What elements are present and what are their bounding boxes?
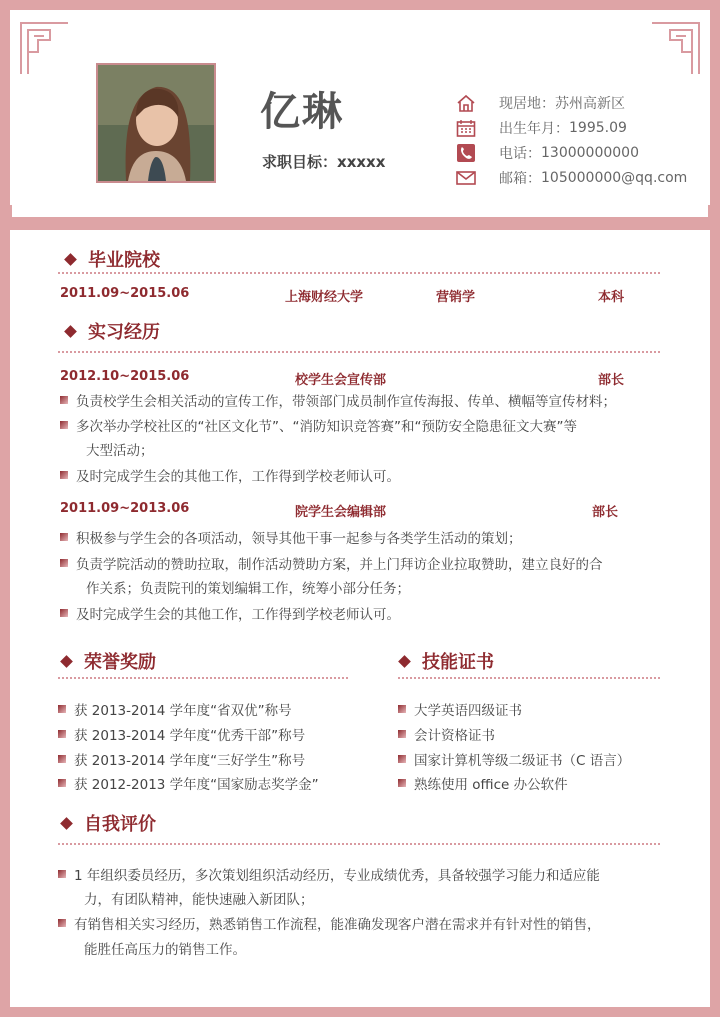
contact-value: 苏州高新区 [555, 96, 625, 112]
candidate-name: 亿琳 [260, 89, 344, 135]
item-text: 熟练使用 office 办公软件 [414, 777, 568, 793]
bullet-icon [60, 559, 68, 567]
bullet-icon [60, 533, 68, 541]
contact-label: 邮箱： [499, 171, 541, 187]
job-objective [262, 151, 385, 172]
list-item [58, 913, 601, 937]
profile-photo [96, 63, 216, 183]
list-item [60, 465, 400, 489]
honor-item [58, 749, 305, 773]
item-text: 有销售相关实习经历，熟悉销售工作流程，能准确发现客户潜在需求并有针对性的销售， [74, 917, 601, 933]
bullet-icon [398, 730, 406, 738]
job-period: 2012.10~2015.06 [60, 369, 190, 384]
skill-item [398, 773, 568, 797]
item-text: 负责校学生会相关活动的宣传工作，带领部门成员制作宣传海报、传单、横幅等宣传材料； [76, 394, 616, 410]
item-text: 及时完成学生会的其他工作，工作得到学校老师认可。 [76, 607, 400, 623]
job-period: 2011.09~2013.06 [60, 501, 190, 516]
objective-value: xxxxx [337, 153, 386, 171]
section-title-text: 荣誉奖励 [84, 652, 156, 673]
objective-label: 求职目标： [262, 153, 338, 171]
diamond-icon [398, 655, 411, 668]
item-text: 多次举办学校社区的“社区文化节”、“消防知识竞答赛”和“预防安全隐患征文大赛”等 [76, 419, 577, 435]
section-title-internship [62, 318, 160, 344]
item-text: 及时完成学生会的其他工作，工作得到学校老师认可。 [76, 469, 400, 485]
list-item [60, 553, 603, 577]
job-organization: 校学生会宣传部 [295, 373, 387, 388]
item-continuation: 力，有团队精神，能快速融入新团队； [84, 892, 314, 908]
skill-item [398, 699, 522, 723]
section-title-text: 毕业院校 [88, 250, 160, 271]
item-text: 获 2013-2014 学年度“省双优”称号 [74, 703, 292, 719]
item-continuation: 作关系；负责院刊的策划编辑工作，统筹小部分任务； [86, 581, 410, 597]
divider [58, 351, 660, 353]
list-item [60, 415, 577, 439]
item-text: 1 年组织委员经历，多次策划组织活动经历，专业成绩优秀，具备较强学习能力和适应能 [74, 868, 600, 884]
bullet-icon [58, 705, 66, 713]
education-major: 营销学 [436, 290, 476, 305]
bullet-icon [58, 919, 66, 927]
list-item [58, 864, 600, 888]
section-title-skills [396, 648, 494, 674]
item-text: 会计资格证书 [414, 728, 495, 744]
contact-label: 现居地： [499, 96, 555, 112]
education-school: 上海财经大学 [285, 290, 364, 305]
skill-item [398, 749, 630, 773]
bullet-icon [60, 609, 68, 617]
bullet-icon [60, 421, 68, 429]
list-item [60, 527, 522, 551]
skill-item [398, 724, 495, 748]
divider [58, 677, 348, 679]
section-title-honors [58, 648, 156, 674]
section-title-self-evaluation [58, 810, 156, 836]
corner-ornament-left [20, 22, 68, 74]
divider [398, 677, 660, 679]
item-continuation: 能胜任高压力的销售工作。 [84, 942, 246, 958]
bullet-icon [398, 755, 406, 763]
bullet-icon [398, 705, 406, 713]
contact-birth [455, 118, 627, 138]
contact-phone [455, 143, 639, 163]
job-role: 部长 [592, 505, 619, 520]
bullet-icon [58, 755, 66, 763]
diamond-icon [64, 325, 77, 338]
calendar-icon [455, 119, 477, 137]
item-text: 获 2013-2014 学年度“三好学生”称号 [74, 753, 306, 769]
item-text: 国家计算机等级二级证书（C 语言） [414, 753, 631, 769]
section-title-education [62, 246, 160, 272]
contact-label: 出生年月： [499, 121, 569, 137]
mail-icon [455, 169, 477, 187]
section-title-text: 自我评价 [84, 814, 156, 835]
bullet-icon [58, 730, 66, 738]
education-period: 2011.09~2015.06 [60, 286, 190, 301]
section-title-text: 技能证书 [422, 652, 494, 673]
contact-value: 105000000@qq.com [541, 170, 688, 186]
honor-item [58, 724, 305, 748]
job-role: 部长 [598, 373, 625, 388]
bullet-icon [398, 779, 406, 787]
list-item [60, 603, 400, 627]
divider [58, 272, 660, 274]
contact-address [455, 93, 625, 113]
contact-email [455, 168, 687, 188]
item-text: 获 2013-2014 学年度“优秀干部”称号 [74, 728, 306, 744]
bullet-icon [60, 396, 68, 404]
education-degree: 本科 [598, 290, 625, 305]
bullet-icon [60, 471, 68, 479]
item-text: 积极参与学生会的各项活动，领导其他干事一起参与各类学生活动的策划； [76, 531, 522, 547]
frame-tab-right [708, 205, 720, 229]
item-continuation: 大型活动； [86, 443, 154, 459]
diamond-icon [64, 253, 77, 266]
phone-icon [455, 144, 477, 162]
item-text: 大学英语四级证书 [414, 703, 522, 719]
diamond-icon [60, 817, 73, 830]
contact-value: 1995.09 [569, 120, 627, 136]
diamond-icon [60, 655, 73, 668]
honor-item [58, 699, 292, 723]
bullet-icon [58, 779, 66, 787]
frame-tab-left [0, 205, 12, 229]
item-text: 负责学院活动的赞助拉取，制作活动赞助方案，并上门拜访企业拉取赞助，建立良好的合 [76, 557, 603, 573]
bullet-icon [58, 870, 66, 878]
honor-item [58, 773, 319, 797]
list-item [60, 390, 616, 414]
contact-value: 13000000000 [541, 145, 639, 161]
corner-ornament-right [652, 22, 700, 74]
section-title-text: 实习经历 [88, 322, 160, 343]
item-text: 获 2012-2013 学年度“国家励志奖学金” [74, 777, 319, 793]
home-icon [455, 94, 477, 112]
divider [58, 843, 660, 845]
contact-label: 电话： [499, 146, 541, 162]
job-organization: 院学生会编辑部 [295, 505, 387, 520]
